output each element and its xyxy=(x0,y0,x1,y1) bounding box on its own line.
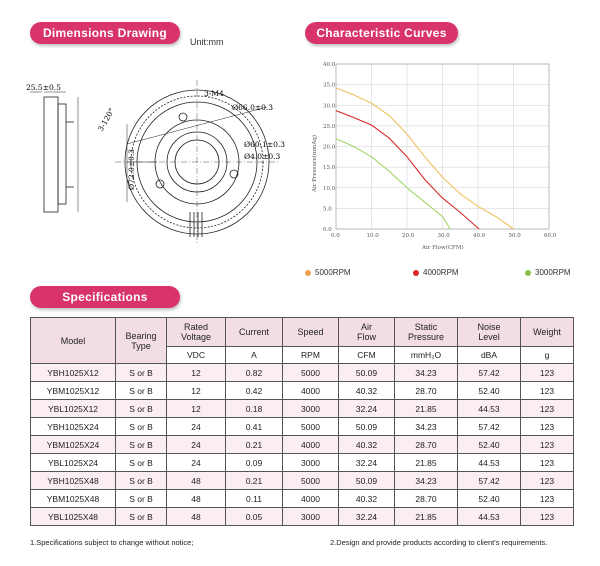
header-current: Current xyxy=(226,318,283,347)
chart-y-axis-label: Air Pressure(mmAq) xyxy=(312,135,318,192)
table-cell: 50.09 xyxy=(339,418,395,436)
curves-title: Characteristic Curves xyxy=(305,22,458,44)
y-tick-label: 35.0 xyxy=(323,82,336,89)
table-row xyxy=(31,364,574,382)
specifications-table xyxy=(30,317,574,526)
table-cell: YBL1025X24 xyxy=(31,454,116,472)
table-cell: 12 xyxy=(167,400,226,418)
table-cell: YBH1025X24 xyxy=(31,418,116,436)
table-cell: 28.70 xyxy=(395,436,458,454)
series-line-5000RPM xyxy=(336,88,514,229)
table-cell: 21.85 xyxy=(395,400,458,418)
table-cell: 4000 xyxy=(283,382,339,400)
table-cell: YBM1025X12 xyxy=(31,382,116,400)
table-row xyxy=(31,418,574,436)
table-cell: 24 xyxy=(167,418,226,436)
label-d4: Ø4.0±0.3 xyxy=(244,152,281,161)
table-cell: S or B xyxy=(116,436,167,454)
table-cell: 0.21 xyxy=(226,436,283,454)
table-cell: YBM1025X24 xyxy=(31,436,116,454)
x-tick-label: 10.0 xyxy=(366,233,379,239)
legend-dot xyxy=(413,270,419,276)
dimensions-drawing xyxy=(22,62,297,252)
x-tick-label: 20.0 xyxy=(402,233,415,239)
series-line-3000RPM xyxy=(336,139,450,229)
table-cell: S or B xyxy=(116,508,167,526)
x-tick-label: 0.0 xyxy=(331,233,340,239)
table-cell: 40.32 xyxy=(339,436,395,454)
table-cell: 40.32 xyxy=(339,490,395,508)
table-cell: YBH1025X12 xyxy=(31,364,116,382)
label-holes: 3-M4 xyxy=(204,89,224,98)
table-cell: 5000 xyxy=(283,472,339,490)
table-cell: 123 xyxy=(521,400,574,418)
table-cell: 0.05 xyxy=(226,508,283,526)
mount-hole xyxy=(179,113,187,121)
table-cell: 48 xyxy=(167,472,226,490)
table-cell: 4000 xyxy=(283,436,339,454)
header-model: Model xyxy=(31,318,116,364)
table-cell: 24 xyxy=(167,436,226,454)
mount-hole xyxy=(230,170,238,178)
table-row xyxy=(31,400,574,418)
unit-cell: mmH₂O xyxy=(395,347,458,364)
table-cell: 24 xyxy=(167,454,226,472)
table-cell: 57.42 xyxy=(458,418,521,436)
table-cell: 123 xyxy=(521,364,574,382)
chart-x-axis-label: Air Flow(CFM) xyxy=(422,245,464,251)
table-cell: 28.70 xyxy=(395,490,458,508)
table-cell: 52.40 xyxy=(458,382,521,400)
table-cell: 5000 xyxy=(283,364,339,382)
label-d60: Ø60.1±0.3 xyxy=(244,140,286,149)
table-cell: 12 xyxy=(167,382,226,400)
table-cell: 32.24 xyxy=(339,454,395,472)
label-d66: Ø66.0±0.3 xyxy=(232,103,274,112)
label-thickness: 25.5±0.5 xyxy=(26,83,61,92)
header-voltage: Rated Voltage xyxy=(167,318,226,347)
table-row xyxy=(31,508,574,526)
table-cell: 3000 xyxy=(283,400,339,418)
unit-cell: dBA xyxy=(458,347,521,364)
table-cell: 0.82 xyxy=(226,364,283,382)
x-tick-label: 50.0 xyxy=(508,233,521,239)
table-cell: 44.53 xyxy=(458,454,521,472)
table-cell: 12 xyxy=(167,364,226,382)
x-tick-label: 60.0 xyxy=(544,233,557,239)
unit-cell: CFM xyxy=(339,347,395,364)
unit-cell: VDC xyxy=(167,347,226,364)
table-cell: YBL1025X48 xyxy=(31,508,116,526)
header-noise: Noise Level xyxy=(458,318,521,347)
table-cell: 123 xyxy=(521,436,574,454)
table-cell: S or B xyxy=(116,382,167,400)
table-cell: 123 xyxy=(521,454,574,472)
table-cell: YBL1025X12 xyxy=(31,400,116,418)
y-tick-label: 40.0 xyxy=(323,62,336,68)
header-airflow: Air Flow xyxy=(339,318,395,347)
table-row xyxy=(31,454,574,472)
table-cell: 0.09 xyxy=(226,454,283,472)
curves-chart xyxy=(300,52,570,252)
table-cell: 123 xyxy=(521,508,574,526)
table-row xyxy=(31,490,574,508)
table-cell: 52.40 xyxy=(458,490,521,508)
table-cell: 44.53 xyxy=(458,400,521,418)
legend-label: 5000RPM xyxy=(315,268,351,277)
header-weight: Weight xyxy=(521,318,574,347)
table-cell: 40.32 xyxy=(339,382,395,400)
table-cell: YBH1025X48 xyxy=(31,472,116,490)
table-cell: 5000 xyxy=(283,418,339,436)
x-tick-label: 40.0 xyxy=(473,233,486,239)
unit-label: Unit:mm xyxy=(190,37,224,47)
legend-item-5000 xyxy=(305,268,351,277)
legend-item-4000 xyxy=(413,268,459,277)
table-cell: 21.85 xyxy=(395,454,458,472)
header-bearing: Bearing Type xyxy=(116,318,167,364)
unit-cell: RPM xyxy=(283,347,339,364)
note-left: 1.Specifications subject to change without notice; xyxy=(30,538,194,547)
x-tick-label: 30.0 xyxy=(437,233,450,239)
side-view-body xyxy=(44,97,58,212)
table-cell: 3000 xyxy=(283,454,339,472)
table-cell: 48 xyxy=(167,508,226,526)
table-row xyxy=(31,436,574,454)
table-cell: 123 xyxy=(521,382,574,400)
table-cell: 123 xyxy=(521,418,574,436)
table-cell: 0.18 xyxy=(226,400,283,418)
legend-dot xyxy=(305,270,311,276)
unit-cell: g xyxy=(521,347,574,364)
label-d72: Ø72.0±0.3 xyxy=(127,148,136,190)
table-cell: S or B xyxy=(116,472,167,490)
table-row xyxy=(31,472,574,490)
series-line-4000RPM xyxy=(336,111,479,229)
table-cell: 34.23 xyxy=(395,364,458,382)
table-cell: S or B xyxy=(116,418,167,436)
table-cell: 50.09 xyxy=(339,472,395,490)
table-cell: 123 xyxy=(521,490,574,508)
table-cell: 0.21 xyxy=(226,472,283,490)
y-tick-label: 20.0 xyxy=(323,144,336,151)
table-cell: S or B xyxy=(116,364,167,382)
table-cell: S or B xyxy=(116,490,167,508)
table-cell: YBM1025X48 xyxy=(31,490,116,508)
y-tick-label: 0.0 xyxy=(323,227,332,233)
dimensions-title: Dimensions Drawing xyxy=(30,22,180,44)
legend-dot xyxy=(525,270,531,276)
table-cell: S or B xyxy=(116,400,167,418)
y-tick-label: 10.0 xyxy=(323,185,336,192)
table-cell: 28.70 xyxy=(395,382,458,400)
table-cell: 32.24 xyxy=(339,400,395,418)
table-cell: 34.23 xyxy=(395,418,458,436)
table-cell: 44.53 xyxy=(458,508,521,526)
table-cell: 4000 xyxy=(283,490,339,508)
table-cell: 50.09 xyxy=(339,364,395,382)
legend-item-3000 xyxy=(525,268,571,277)
table-cell: 21.85 xyxy=(395,508,458,526)
table-cell: 57.42 xyxy=(458,364,521,382)
table-cell: 57.42 xyxy=(458,472,521,490)
label-angle: 3-120° xyxy=(95,106,117,133)
y-tick-label: 5.0 xyxy=(323,206,332,213)
table-cell: 0.41 xyxy=(226,418,283,436)
table-cell: 123 xyxy=(521,472,574,490)
legend-label: 3000RPM xyxy=(535,268,571,277)
table-cell: 48 xyxy=(167,490,226,508)
unit-cell: A xyxy=(226,347,283,364)
legend-label: 4000RPM xyxy=(423,268,459,277)
table-cell: 32.24 xyxy=(339,508,395,526)
note-right: 2.Design and provide products according to client's requirements. xyxy=(330,538,548,547)
table-cell: 0.11 xyxy=(226,490,283,508)
header-speed: Speed xyxy=(283,318,339,347)
table-row xyxy=(31,382,574,400)
specifications-title: Specifications xyxy=(30,286,180,308)
table-cell: 3000 xyxy=(283,508,339,526)
header-pressure: Static Pressure xyxy=(395,318,458,347)
y-tick-label: 30.0 xyxy=(323,103,336,110)
y-tick-label: 25.0 xyxy=(323,123,336,130)
table-cell: 52.40 xyxy=(458,436,521,454)
table-cell: 0.42 xyxy=(226,382,283,400)
y-tick-label: 15.0 xyxy=(323,165,336,172)
table-cell: 34.23 xyxy=(395,472,458,490)
table-cell: S or B xyxy=(116,454,167,472)
